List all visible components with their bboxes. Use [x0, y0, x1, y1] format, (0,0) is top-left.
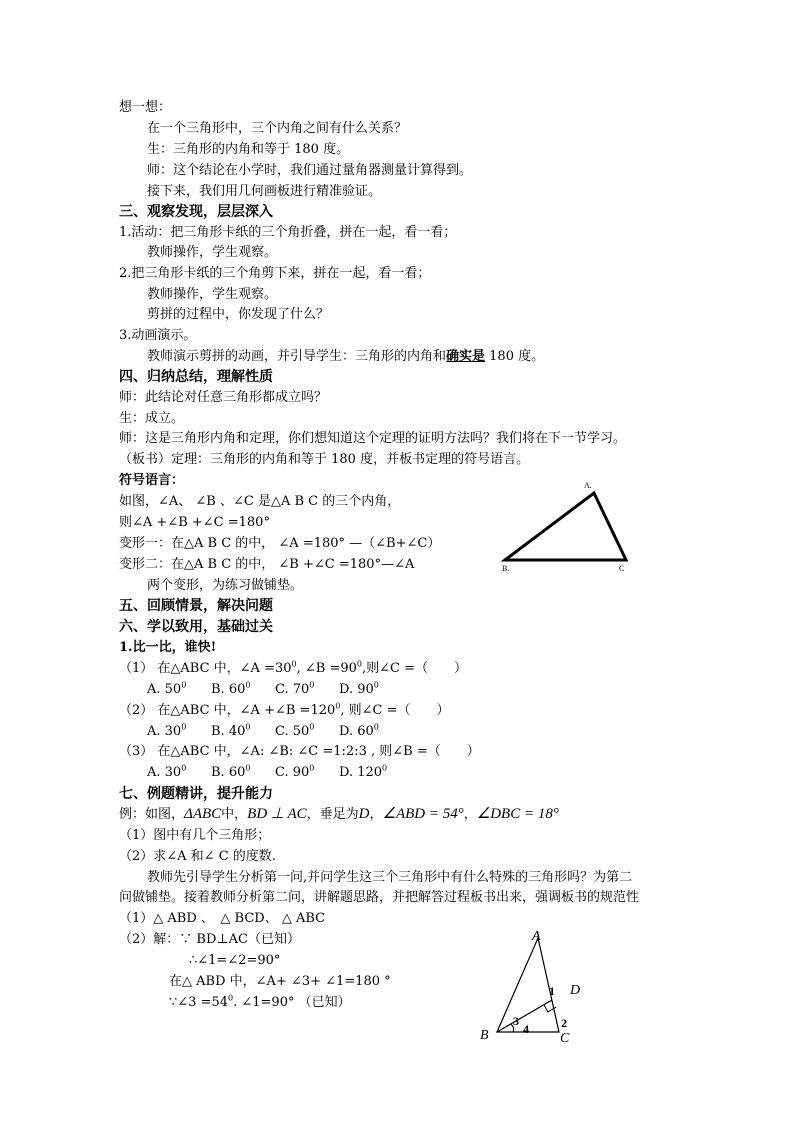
variant-2: 变形二：在△A B C 的中， ∠B +∠C =180°—∠A	[119, 557, 415, 572]
s3-activity-1: 1.活动：把三角形卡纸的三个角折叠，拼在一起，看一看；	[119, 225, 457, 240]
s4-line-3: 师：这是三角形内角和定理，你们想知道这个定理的证明方法吗？我们将在下一节学习。	[119, 431, 627, 446]
answer-2: （2）解：∵ BD⊥AC（已知）	[119, 932, 300, 947]
answer-1: （1）△ ABD 、 △ BCD、 △ ABC	[119, 911, 326, 926]
s3-activity-1-note: 教师操作，学生观察。	[147, 245, 278, 260]
example-part-1: （1）图中有几个三角形；	[119, 828, 271, 843]
s3-activity-2: 2.把三角形卡纸的三个角剪下来，拼在一起，看一看；	[119, 266, 431, 281]
variant-note: 两个变形，为练习做铺垫。	[147, 578, 304, 593]
fig2-angle-1: 1	[549, 984, 555, 998]
question-1-options	[147, 681, 379, 699]
s4-line-4: （板书）定理：三角形的内角和等于 180 度，并板书定理的符号语言。	[119, 452, 530, 467]
think-student: 生：三角形的内角和等于 180 度。	[147, 142, 350, 157]
section-7-title: 七、例题精讲，提升能力	[119, 786, 273, 802]
s3-activity-2-question: 剪拼的过程中，你发现了什么？	[147, 307, 330, 322]
teaching-note-1: 教师先引导学生分析第一问,并问学生这三个三角形中有什么特殊的三角形吗？为第二	[147, 870, 633, 885]
question-1: （1） 在△ABC 中，∠A $=30^0$, ∠B $=90^0$,则∠C =（ ）	[119, 659, 467, 676]
option: D. $60^0$	[339, 722, 379, 739]
s4-line-2: 生：成立。	[119, 411, 185, 426]
fig2-angle-3: 3	[513, 1014, 519, 1028]
example-statement: 例：如图，ΔABC中，BD ⊥ AC，垂足为D，∠ABD = 54°，∠DBC = 18°	[119, 806, 559, 822]
symbol-line-2: 则∠A +∠B +∠C =180°	[119, 515, 270, 530]
section-5-title: 五、回顾情景，解决问题	[119, 598, 273, 614]
emphasis-text: 确实是	[446, 349, 486, 364]
fig-label-b: B.	[502, 564, 510, 573]
fig-label-a: A.	[584, 481, 592, 490]
option: B. $60^0$	[211, 680, 251, 697]
section-6-title: 六、学以致用，基础过关	[119, 619, 273, 635]
triangle-figure-abcd	[475, 924, 595, 1048]
question-2-options	[147, 723, 379, 741]
think-question: 在一个三角形中，三个内角之间有什么关系？	[147, 121, 408, 136]
fig2-angle-2: 2	[561, 1016, 567, 1030]
think-next: 接下来，我们用几何画板进行精准验证。	[147, 184, 382, 199]
triangle-figure-abc	[498, 478, 636, 574]
option: B. $60^0$	[211, 763, 251, 780]
s6-subtitle: 1.比一比，谁快!	[119, 640, 217, 655]
s3-activity-3-note: 教师演示剪拼的动画，并引导学生：三角形的内角和确实是 180 度。	[147, 349, 545, 364]
symbol-language-title: 符号语言：	[119, 473, 185, 488]
question-3: （3） 在△ABC 中，∠A: ∠B: ∠C =1:2:3 , 则∠B =（ ）	[119, 744, 480, 759]
option: C. $90^0$	[275, 763, 315, 780]
teaching-note-2: 问做铺垫。接着教师分析第二问，讲解题思路，并把解答过程板书出来，强调板书的规范性	[119, 890, 640, 905]
question-3-options	[147, 764, 387, 782]
think-teacher: 师：这个结论在小学时，我们通过量角器测量计算得到。	[147, 163, 473, 178]
option: A. $30^0$	[147, 722, 187, 739]
example-part-2: （2）求∠A 和∠ C 的度数.	[119, 849, 276, 864]
answer-4: 在△ ABD 中，∠A+ ∠3+ ∠1=180 °	[169, 974, 391, 989]
s3-activity-3: 3.动画演示。	[119, 328, 197, 343]
fig2-label-d: D	[570, 983, 581, 998]
section-3-title: 三、观察发现，层层深入	[119, 204, 273, 220]
fig2-label-c: C	[560, 1031, 570, 1046]
fig2-label-b: B	[480, 1028, 489, 1043]
option: A. $30^0$	[147, 763, 187, 780]
symbol-line-1: 如图，∠A、 ∠B 、∠C 是△A B C 的三个内角，	[119, 494, 401, 509]
fig2-angle-4: 4	[523, 1022, 529, 1036]
fig-label-c: C	[619, 564, 625, 573]
variant-1: 变形一：在△A B C 的中， ∠A =180° —（∠B+∠C）	[119, 536, 441, 551]
question-2: （2） 在△ABC 中，∠A +∠B $=120^0$, 则∠C =（ ）	[119, 701, 450, 718]
answer-3: ∴∠1=∠2=90°	[189, 953, 281, 968]
option: A. $50^0$	[147, 680, 187, 697]
answer-5: ∵∠3 $=54^0$. ∠1=90° （已知）	[169, 993, 351, 1010]
section-4-title: 四、归纳总结，理解性质	[119, 369, 273, 385]
s4-line-1: 师：此结论对任意三角形都成立吗？	[119, 390, 328, 405]
option: B. $40^0$	[211, 722, 251, 739]
fig2-label-a: A	[532, 929, 541, 944]
option: C. $50^0$	[275, 722, 315, 739]
think-heading: 想一想：	[119, 100, 172, 115]
s3-activity-2-note: 教师操作，学生观察。	[147, 287, 278, 302]
option: D. $90^0$	[339, 680, 379, 697]
option: C. $70^0$	[275, 680, 315, 697]
option: D. $120^0$	[339, 763, 388, 780]
